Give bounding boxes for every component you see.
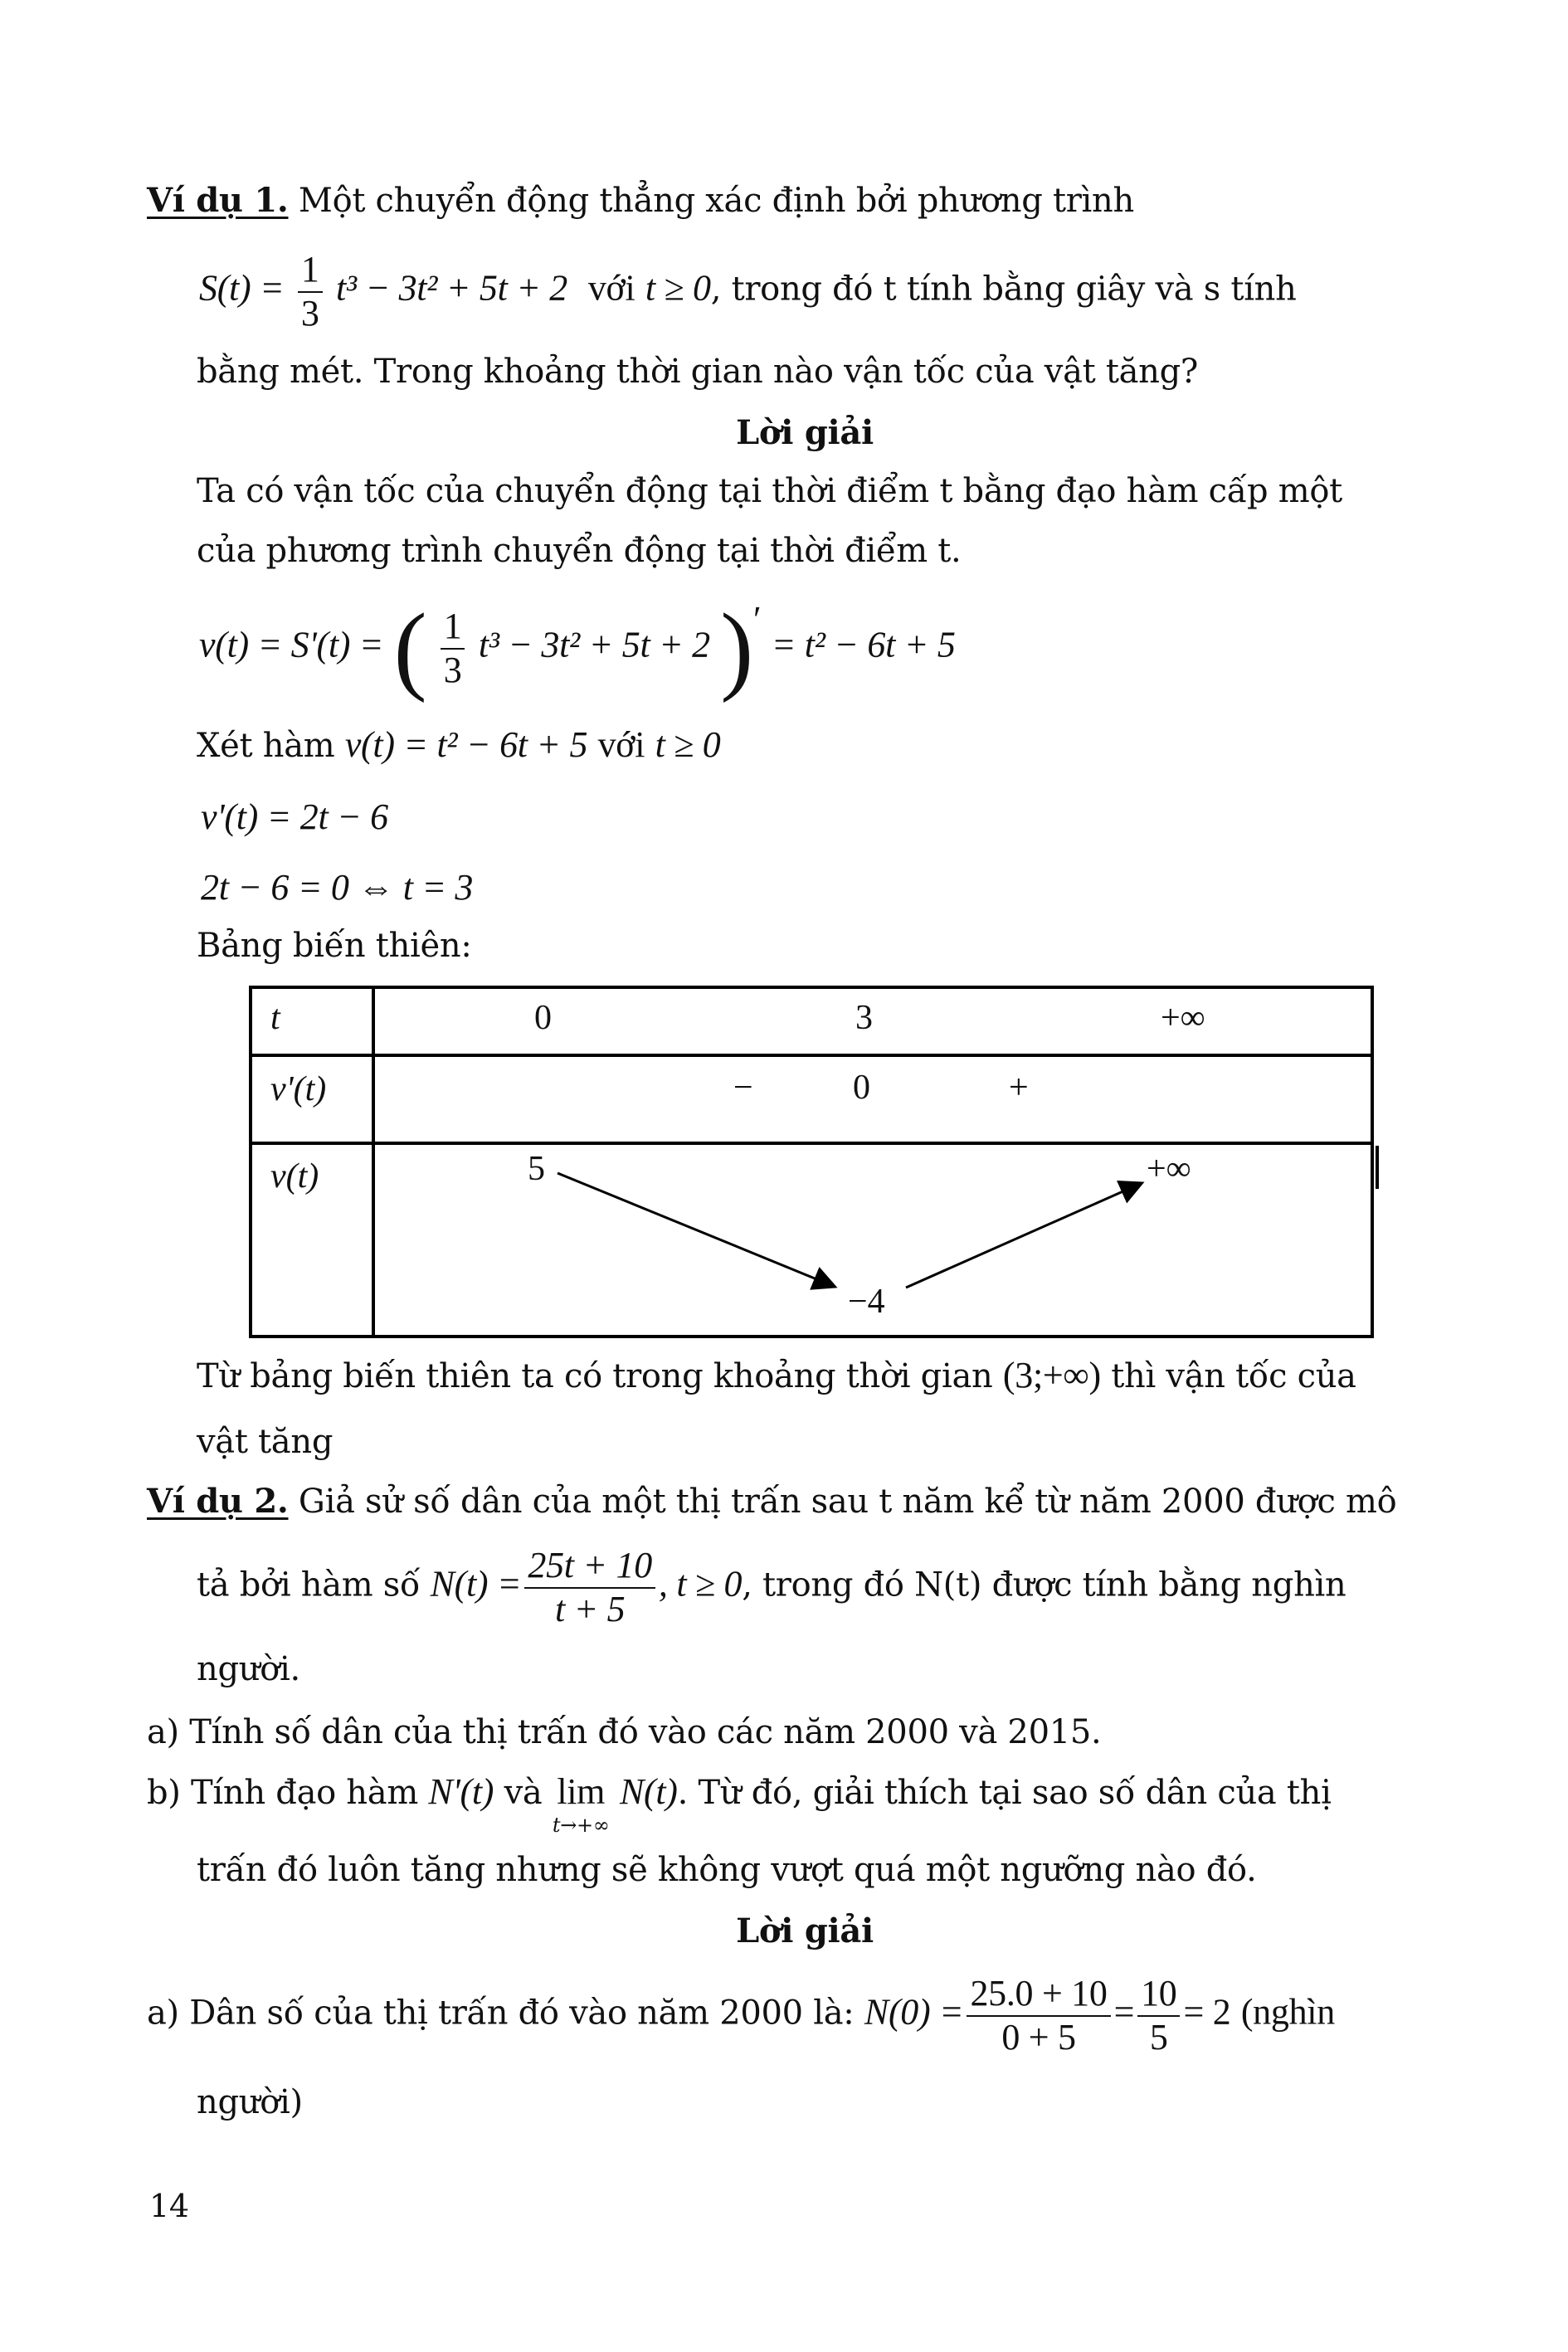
velocity-one-third: $\frac{1}{3}$ [441, 606, 465, 691]
t-value-0: 0 [534, 999, 552, 1037]
value-start: 5 [528, 1150, 545, 1188]
critical-point-line: 2t − 6 = 0 ⇔ t = 3 [201, 867, 474, 908]
model-unit-line: người. [197, 1650, 300, 1688]
condition-word: với [587, 267, 635, 309]
model-fraction: $\frac{25t + 10}{t + 5}$ [524, 1545, 655, 1630]
solution-a-line: a) Dân số của thị trấn đó vào năm 2000 là: N(0) = $\frac{25.0 + 10}{0 + 5}$ = $\frac{10}{5}$ = 2 (nghìn [147, 1973, 1335, 2057]
solution1-line1: Ta có vận tốc của chuyển động tại thời điểm t bằng đạo hàm cấp một [197, 472, 1342, 510]
example1-equation-line [199, 249, 1297, 334]
text-cursor-bar [1376, 1146, 1379, 1189]
conclusion-line1: Từ bảng biến thiên ta có trong khoảng thời gian (3;+∞) thì vận tốc của [197, 1355, 1356, 1395]
interval: (3;+∞) [1002, 1355, 1101, 1395]
solution1-line2: của phương trình chuyển động tại thời điểm t. [197, 532, 962, 570]
variation-table [249, 986, 1374, 1338]
t-value-inf: +∞ [1161, 999, 1205, 1037]
example2-solution-heading: Lời giải [736, 1911, 874, 1950]
s-equation-lhs: S(t) = [199, 267, 285, 309]
example1-label: Ví dụ 1. [147, 181, 289, 220]
condition: t ≥ 0 [645, 267, 711, 309]
equation-trailing-text: , trong đó t tính bằng giây và s tính [710, 270, 1297, 309]
increasing-arrow [906, 1184, 1140, 1288]
limit-operator: lim t→+∞ [552, 1771, 610, 1837]
ten-fifths-fraction: $\frac{10}{5}$ [1137, 1973, 1180, 2058]
page-number: 14 [149, 2188, 189, 2224]
example1-intro: Một chuyển động thẳng xác định bởi phương trình [298, 182, 1134, 220]
part-b-line2: trấn đó luôn tăng nhưng sẽ không vượt quá một ngưỡng nào đó. [197, 1851, 1257, 1889]
table-caption: Bảng biến thiên: [197, 927, 472, 965]
right-paren: ) [720, 592, 753, 704]
solution-a-unit-line: người) [197, 2083, 303, 2121]
example1-heading-line [147, 181, 1134, 220]
left-paren: ( [393, 592, 427, 704]
example2-intro: Giả sử số dân của một thị trấn sau t năm kể từ năm 2000 được mô [298, 1483, 1397, 1521]
consider-line: Xét hàm v(t) = t² − 6t + 5 với t ≥ 0 [197, 724, 721, 765]
t-value-3: 3 [855, 999, 873, 1037]
one-third-fraction: $\frac{1}{3}$ [298, 249, 323, 334]
model-line: tả bởi hàm số N(t) = $\frac{25t + 10}{t + 5}$ , t ≥ 0, trong đó N(t) được tính bằng nghìn [197, 1545, 1346, 1629]
part-a: a) Tính số dân của thị trấn đó vào các năm 2000 và 2015. [147, 1713, 1102, 1751]
value-end: +∞ [1147, 1150, 1191, 1188]
velocity-equation: v(t) = S'(t) = ( $\frac{1}{3}$ t³ − 3t² + 5t + 2 )′ = t² − 6t + 5 [199, 592, 956, 704]
n0-fraction: $\frac{25.0 + 10}{0 + 5}$ [967, 1973, 1110, 2058]
sign-zero: 0 [853, 1069, 870, 1107]
row-label-derivative: v'(t) [270, 1070, 327, 1108]
arrows [252, 989, 1377, 1342]
sign-positive: + [1009, 1069, 1029, 1107]
example1-solution-heading: Lời giải [736, 413, 874, 452]
row-label-t: t [270, 999, 280, 1037]
example2-label: Ví dụ 2. [147, 1482, 289, 1521]
conclusion-line2: vật tăng [197, 1423, 334, 1461]
value-min: −4 [848, 1283, 885, 1321]
row-label-function: v(t) [270, 1157, 319, 1195]
part-b: b) Tính đạo hàm N'(t) và lim t→+∞ N(t). Từ đó, giải thích tại sao số dân của thị [147, 1771, 1332, 1837]
s-equation-rhs: t³ − 3t² + 5t + 2 [335, 267, 567, 309]
decreasing-arrow [558, 1173, 833, 1286]
example1-question-line: bằng mét. Trong khoảng thời gian nào vận tốc của vật tăng? [197, 353, 1199, 391]
sign-negative: − [733, 1069, 753, 1107]
example2-heading-line [147, 1482, 1397, 1521]
derivative-line: v'(t) = 2t − 6 [201, 796, 388, 837]
